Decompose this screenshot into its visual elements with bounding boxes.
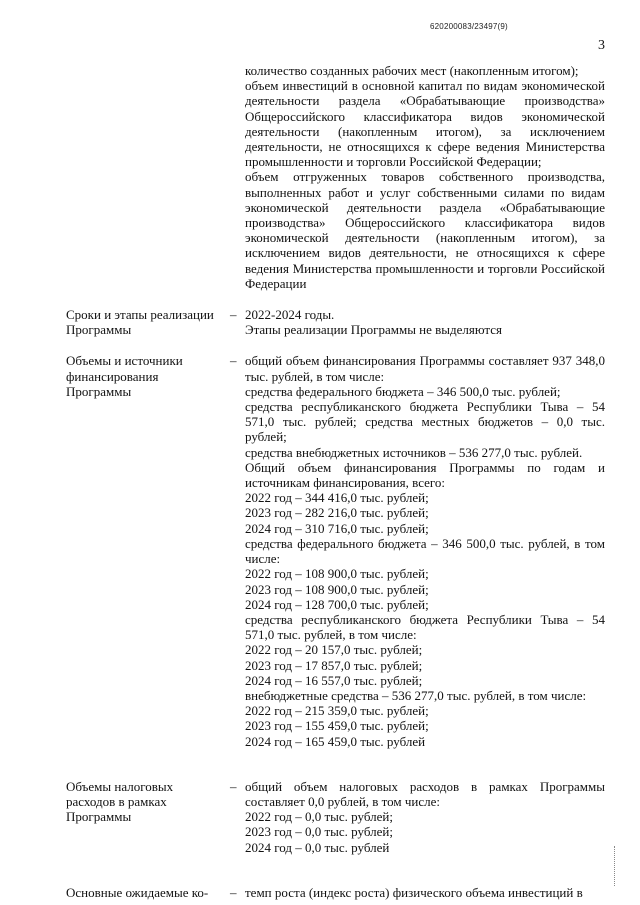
section-line: средства внебюджетных источников – 536 277,0 тыс. рублей. (245, 444, 583, 460)
section-line: 2024 год – 0,0 тыс. рублей (245, 839, 390, 855)
section-line: средства федерального бюджета – 346 500,0 тыс. рублей; (245, 383, 561, 399)
section-dash: – (230, 884, 237, 900)
section-label: Объемы и источники финансирования Программы (66, 353, 183, 399)
scan-edge-mark (614, 846, 618, 886)
section-line: 2024 год – 310 716,0 тыс. рублей; (245, 520, 429, 536)
section-line: 2023 год – 282 216,0 тыс. рублей; (245, 505, 429, 521)
section-text (245, 353, 605, 748)
section-line: средства федерального бюджета – 346 500,0 тыс. рублей, в том числе: (245, 535, 605, 567)
section-line: 2023 год – 0,0 тыс. рублей; (245, 824, 393, 840)
section-line: Общий объем финансирования Программы по годам и источникам финансирования, всего: (245, 459, 605, 491)
document-body (0, 63, 640, 900)
section-label: Сроки и этапы реализации Программы (66, 307, 214, 338)
section-dash: – (230, 307, 237, 323)
section-funding (0, 353, 640, 748)
intro-line: объем инвестиций в основной капитал по видам экономической деятельности раздела «Обрабатывающие производства» Общероссийского классификатора видов экономической деятельности (накопленным итогом), за исключением деятельности, не относящихся к сфере ведения Министерства промышленности и торговли Российской Федерации; (245, 78, 605, 170)
section-line: 2022-2024 годы. (245, 307, 335, 323)
section-dash: – (230, 353, 237, 369)
section-line: 2022 год – 108 900,0 тыс. рублей; (245, 566, 429, 582)
intro-block (245, 63, 605, 291)
section-line: 2022 год – 0,0 тыс. рублей; (245, 809, 393, 825)
section-label: Объемы налоговых расходов в рамках Программы (66, 778, 174, 825)
section-line: 2023 год – 155 459,0 тыс. рублей; (245, 718, 429, 734)
section-line: средства республиканского бюджета Республики Тыва – 54 571,0 тыс. рублей, в том числе: (245, 611, 605, 643)
section-line: 2022 год – 20 157,0 тыс. рублей; (245, 642, 423, 658)
section-line: 2023 год – 108 900,0 тыс. рублей; (245, 581, 429, 597)
page-number: 3 (598, 38, 605, 53)
section-line: 2024 год – 128 700,0 тыс. рублей; (245, 596, 429, 612)
section-dash: – (230, 778, 237, 794)
section-line: общий объем налоговых расходов в рамках Программы составляет 0,0 рублей, в том числе: (245, 778, 605, 809)
section-tax-expenses (0, 779, 640, 855)
intro-line: количество созданных рабочих мест (накопленным итогом); (245, 63, 579, 78)
section-line: 2022 год – 215 359,0 тыс. рублей; (245, 703, 429, 719)
section-line: Этапы реализации Программы не выделяются (245, 322, 503, 338)
section-label: Основные ожидаемые ко- (66, 884, 209, 900)
intro-line: объем отгруженных товаров собственного производства, выполненных работ и услуг собственными силами по видам экономической деятельности раздела «Обрабатывающие производства» Общероссийского классификатора видов экономической деятельности (накопленным итогом), за исключением видов деятельности, не относящихся к сфере ведения Министерства промышленности и торговли Российской Федерации (245, 169, 605, 291)
section-line: 2024 год – 165 459,0 тыс. рублей (245, 733, 426, 749)
document-id: 620200083/23497(9) (430, 22, 508, 31)
section-text (245, 885, 605, 900)
section-line: темп роста (индекс роста) физического объема инвестиций в (245, 884, 583, 900)
section-line: общий объем финансирования Программы составляет 937 348,0 тыс. рублей, в том числе: (245, 353, 605, 384)
section-line: 2022 год – 344 416,0 тыс. рублей; (245, 490, 429, 506)
section-text (245, 779, 605, 855)
section-line: внебюджетные средства – 536 277,0 тыс. рублей, в том числе: (245, 687, 587, 703)
section-line: средства республиканского бюджета Республики Тыва – 54 571,0 тыс. рублей; средства местных бюджетов – 0,0 тыс. рублей; (245, 399, 605, 445)
section-text (245, 307, 605, 337)
section-line: 2023 год – 17 857,0 тыс. рублей; (245, 657, 423, 673)
section-timeline (0, 307, 640, 337)
section-expected-results (0, 885, 640, 900)
section-line: 2024 год – 16 557,0 тыс. рублей; (245, 672, 423, 688)
